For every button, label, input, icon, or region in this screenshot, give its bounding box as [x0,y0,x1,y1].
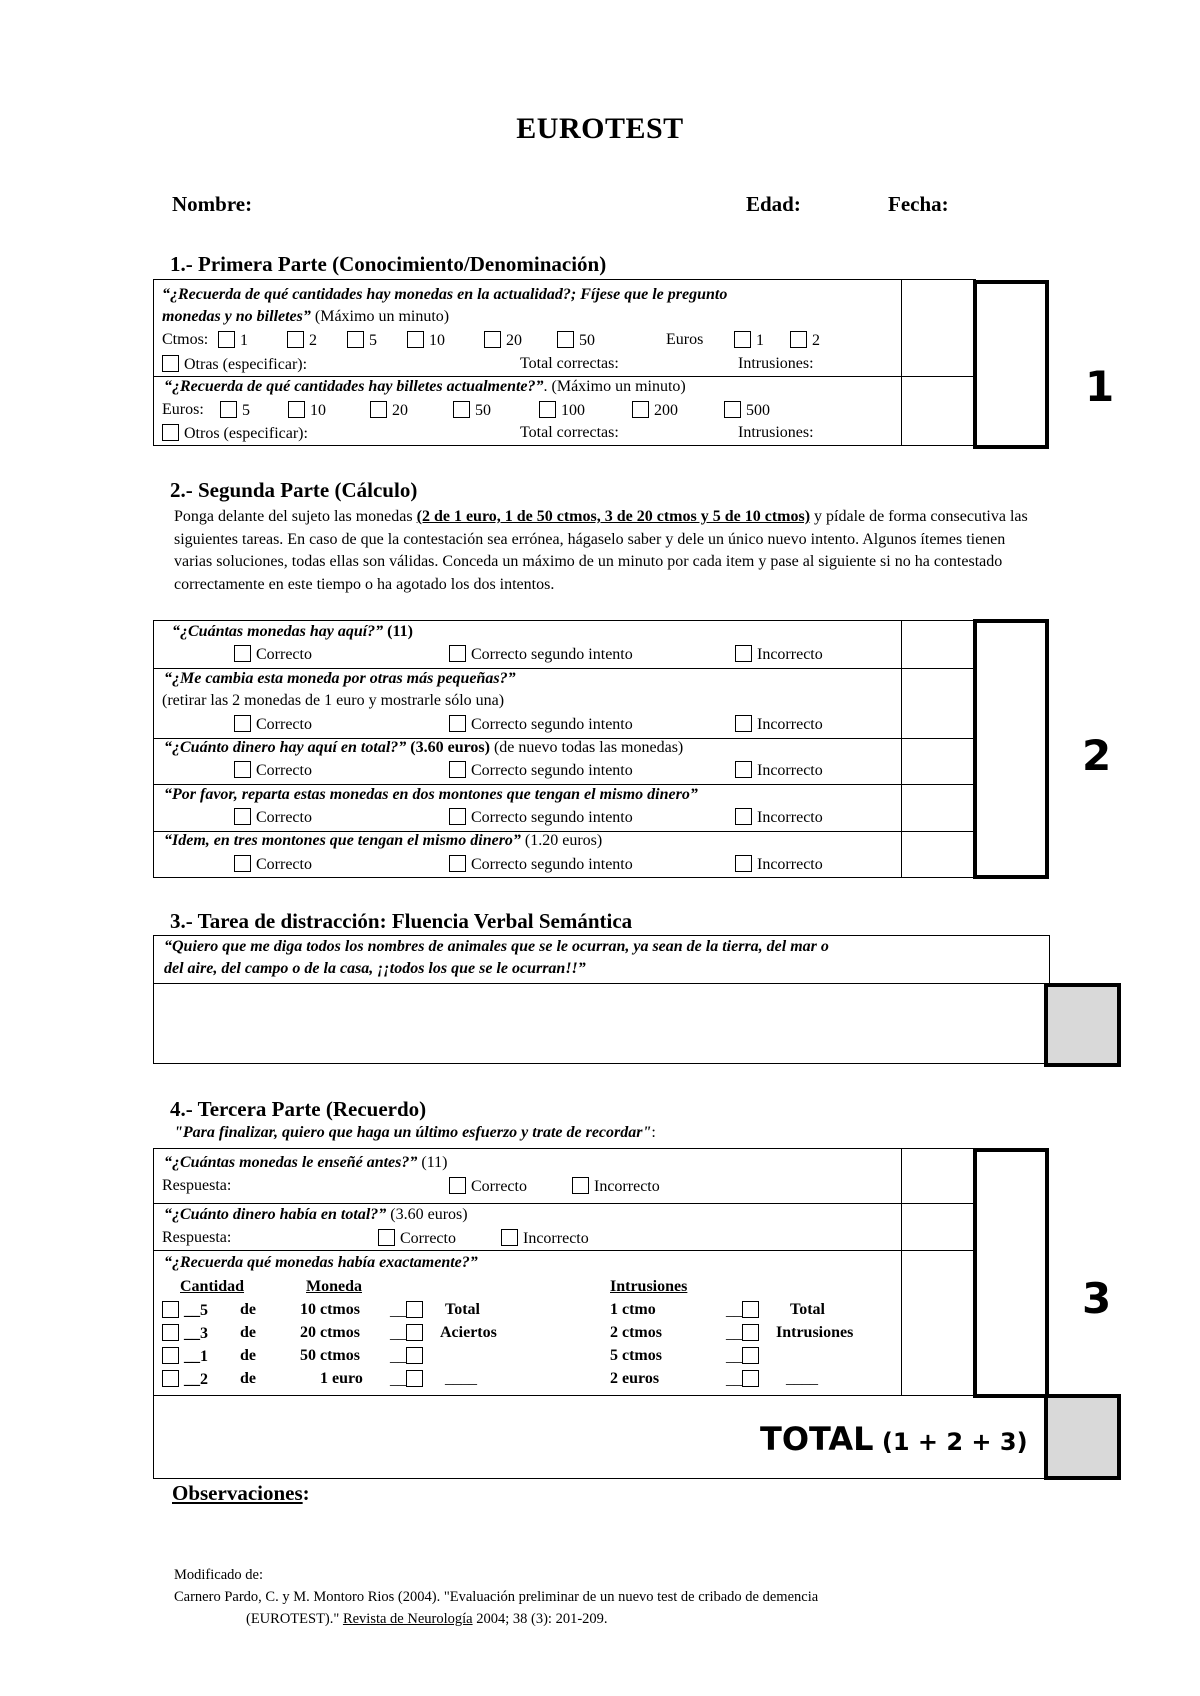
checkbox[interactable] [557,331,574,348]
checkbox[interactable] [735,715,752,732]
bill-option[interactable] [220,401,250,420]
option-label: 200 [654,402,678,419]
coin-option[interactable] [484,331,522,350]
checkbox[interactable] [220,401,237,418]
de-label: de [240,1301,256,1318]
recall-row [162,1301,208,1320]
checkbox[interactable] [406,1370,423,1387]
footer-citation-cont [246,1611,608,1628]
part2-item-5 [164,832,602,850]
part4-question3 [164,1254,478,1272]
option-correct[interactable] [234,855,312,874]
option-label: Correcto [256,646,312,663]
checkbox[interactable] [162,1347,179,1364]
part2-item-3 [164,739,683,757]
total-correct-label: Total correctas: [520,355,619,372]
footer-citation: Carnero Pardo, C. y M. Montoro Rios (2004). "Evaluación preliminar de un nuevo test de cribado de demencia [174,1589,819,1605]
citation-text: (EUROTEST)." [246,1611,343,1627]
column-intrusions: Intrusiones [610,1278,688,1295]
part3-prompt-cont [164,960,586,978]
option-second-attempt[interactable] [449,761,633,780]
question-text: “Idem, en tres montones que tengan el mismo dinero” [164,832,521,849]
question-text: “¿Cuánto dinero había en total?” [164,1206,387,1223]
checkbox[interactable] [449,808,466,825]
checkbox[interactable] [406,1324,423,1341]
answer-value: (3.60 euros) [406,739,490,756]
page-title: EUROTEST [516,112,684,145]
checkbox[interactable] [449,761,466,778]
question-note: (11) [417,1154,448,1171]
checkbox[interactable] [724,401,741,418]
divider [901,1148,902,1396]
option-second-attempt[interactable] [449,855,633,874]
option-incorrect[interactable] [735,761,823,780]
total-intrusions-label: Total [790,1301,825,1318]
recall-row [162,1347,208,1366]
option-incorrect[interactable] [735,715,823,734]
option-correct[interactable] [234,808,312,827]
observations-colon: : [302,1481,310,1505]
intrusion-label: 5 ctmos [610,1347,662,1364]
checkbox[interactable] [449,645,466,662]
coin-option[interactable] [557,331,595,350]
option-label: 10 [310,402,326,419]
option-label: Incorrecto [757,646,823,663]
question-text: “¿Me cambia esta moneda por otras más pequeñas?” [164,670,516,687]
checkbox[interactable] [735,808,752,825]
de-label: de [240,1347,256,1364]
score-box-2[interactable] [973,619,1049,879]
option-label: Correcto segundo intento [471,809,633,826]
total-hits-label: Total [445,1301,480,1318]
option-second-attempt[interactable] [449,645,633,664]
grand-total-score-box[interactable] [1044,1394,1121,1480]
others-bills-option[interactable] [162,424,308,443]
option-incorrect[interactable] [735,645,823,664]
observations-text: Observaciones [172,1481,303,1505]
part4-question2 [164,1206,468,1224]
section-number-2: 2 [1082,731,1112,780]
option-correct[interactable] [378,1229,456,1248]
item-note: (1.20 euros) [520,832,603,849]
option-incorrect[interactable] [501,1229,589,1248]
divider [901,620,902,878]
part2-item-1 [172,623,413,641]
option-second-attempt[interactable] [449,715,633,734]
total-hits-label: Aciertos [440,1324,497,1341]
checkbox[interactable] [735,855,752,872]
coin-option[interactable] [734,331,764,350]
checkbox[interactable] [735,645,752,662]
name-label: Nombre: [172,192,253,216]
checkbox[interactable] [742,1301,759,1318]
journal-name: Revista de Neurología [342,1611,473,1627]
bill-option[interactable] [453,401,491,420]
coin-option[interactable] [218,331,248,350]
coins-list: (2 de 1 euro, 1 de 50 ctmos, 3 de 20 ctmos y 5 de 10 ctmos) [416,508,811,525]
option-correct[interactable] [234,645,312,664]
checkbox[interactable] [370,401,387,418]
checkbox[interactable] [406,1301,423,1318]
citation-text: 2004; 38 (3): 201-209. [472,1611,608,1627]
item-note: (retirar las 2 monedas de 1 euro y mostrarle sólo una) [162,692,505,709]
bills-label: Euros: [162,401,204,418]
part2-heading: 2.- Segunda Parte (Cálculo) [170,478,418,502]
checkbox[interactable] [234,855,251,872]
checkbox[interactable] [378,1229,395,1246]
question-text: “Por favor, reparta estas monedas en dos montones que tengan el mismo dinero” [164,786,698,803]
observations-label [172,1481,310,1506]
option-label: 20 [392,402,408,419]
intrusions-label: Intrusiones: [738,424,814,441]
question-text: “¿Recuerda de qué cantidades hay billetes actualmente?” [164,378,544,395]
coin-label: 20 ctmos [300,1324,360,1341]
option-label: 2 [309,332,317,349]
checkbox[interactable] [449,855,466,872]
checkbox[interactable] [234,761,251,778]
others-coins-option[interactable] [162,355,307,374]
option-label: Correcto [256,856,312,873]
checkbox[interactable] [742,1347,759,1364]
quantity: __3 [184,1325,208,1342]
option-label: Correcto segundo intento [471,646,633,663]
question-text: “¿Cuántas monedas le enseñé antes?” [164,1154,418,1171]
footer-modified: Modificado de: [174,1567,263,1583]
option-label: Otros (especificar): [184,425,308,442]
option-label: Incorrecto [523,1230,589,1247]
total-intrusions-label: Intrusiones [776,1324,854,1341]
checkbox[interactable] [288,401,305,418]
checkbox[interactable] [501,1229,518,1246]
checkbox[interactable] [218,331,235,348]
part2-item-4 [164,786,698,804]
part1-question1-cont [162,308,449,326]
coin-check[interactable]: __ [390,1370,428,1389]
question-text: del aire, del campo o de la casa, ¡¡todos los que se le ocurran!!” [164,960,586,977]
euros-label: Euros [666,331,704,348]
checkbox[interactable] [742,1324,759,1341]
option-correct[interactable] [449,1177,527,1196]
coin-label: 1 euro [320,1370,363,1387]
quantity: __2 [184,1371,208,1388]
option-label: Correcto [256,762,312,779]
total-label: TOTAL [760,1420,874,1458]
checkbox[interactable] [632,401,649,418]
option-incorrect[interactable] [735,808,823,827]
checkbox[interactable] [234,808,251,825]
grand-total-label [760,1420,1028,1458]
part4-question1 [164,1154,447,1172]
checkbox[interactable] [572,1177,589,1194]
de-label: de [240,1324,256,1341]
option-label: Incorrecto [757,762,823,779]
option-label: 20 [506,332,522,349]
intrusion-label: 2 euros [610,1370,660,1387]
divider [153,668,976,669]
checkbox[interactable] [539,401,556,418]
option-label: Correcto [400,1230,456,1247]
score-box-1[interactable] [973,280,1049,449]
option-label: Otras (especificar): [184,356,308,373]
option-label: 500 [746,402,770,419]
coin-label: 50 ctmos [300,1347,360,1364]
checkbox[interactable] [162,1301,179,1318]
intrusion-check[interactable]: __ [726,1301,764,1320]
bill-option[interactable] [724,401,770,420]
age-label: Edad: [746,192,801,216]
date-label: Fecha: [888,192,949,216]
divider [153,1250,976,1251]
instructions-text: y pídale de forma consecutiva las siguientes tareas. En caso de que la contestación sea errónea, hágaselo saber y dele un único nuevo intento. Algunos ítemes tienen varias soluciones, todas ellas son válidas. Conceda un máximo de un minuto por cada item y pase al siguiente si no ha contestado correctamente en este tiempo o ha agotado los dos intentos. [174,508,1028,593]
checkbox[interactable] [735,761,752,778]
coin-label: 10 ctmos [300,1301,360,1318]
checkbox[interactable] [234,715,251,732]
option-label: 5 [242,402,250,419]
option-label: 50 [475,402,491,419]
instructions-text: Ponga delante del sujeto las monedas [174,508,417,525]
column-coin: Moneda [306,1278,362,1295]
cents-label: Ctmos: [162,331,209,348]
checkbox[interactable] [449,715,466,732]
coin-option[interactable] [347,331,377,350]
option-label: Correcto [471,1178,527,1195]
question-note: (3.60 euros) [386,1206,468,1223]
intrusion-check[interactable]: __ [726,1370,764,1389]
section-number-1: 1 [1085,362,1115,411]
option-correct[interactable] [234,715,312,734]
checkbox[interactable] [734,331,751,348]
option-label: 2 [812,332,820,349]
question-text: “Quiero que me diga todos los nombres de animales que se le ocurran, ya sean de la tierra, del mar o [164,938,829,955]
option-label: Incorrecto [757,856,823,873]
recall-row [162,1324,208,1343]
coin-option[interactable] [790,331,820,350]
option-label: Incorrecto [757,716,823,733]
part4-intro [174,1124,656,1142]
answer-label: Respuesta: [162,1229,232,1246]
intrusion-check[interactable]: __ [726,1347,764,1366]
checkbox[interactable] [484,331,501,348]
option-incorrect[interactable] [735,855,823,874]
total-formula: (1 + 2 + 3) [873,1428,1028,1456]
checkbox[interactable] [287,331,304,348]
option-second-attempt[interactable] [449,808,633,827]
coin-check[interactable]: __ [390,1324,428,1343]
option-label: Correcto [256,809,312,826]
intrusions-label: Intrusiones: [738,355,814,372]
intrusion-check[interactable]: __ [726,1324,764,1343]
option-label: 10 [429,332,445,349]
question-text: “¿Recuerda de qué cantidades hay monedas en la actualidad?; Fíjese que le pregunto [162,286,728,303]
coin-check[interactable]: __ [390,1347,428,1366]
coin-option[interactable] [287,331,317,350]
answer-value: (11) [383,623,413,640]
checkbox[interactable] [162,355,179,372]
answer-label: Respuesta: [162,1177,232,1194]
checkbox[interactable] [790,331,807,348]
column-quantity: Cantidad [180,1278,245,1295]
checkbox[interactable] [347,331,364,348]
score-box-3[interactable] [973,1148,1049,1398]
checkbox[interactable] [453,401,470,418]
divider [153,784,976,785]
option-label: Correcto [256,716,312,733]
question-text: “¿Cuánto dinero hay aquí en total?” [164,739,407,756]
total-hits-blank[interactable]: ____ [445,1370,477,1387]
question-text: monedas y no billetes” [162,308,311,325]
question-text: “¿Cuántas monedas hay aquí?” [172,623,384,640]
bill-option[interactable] [632,401,678,420]
instruction-text: "Para finalizar, quiero que haga un último esfuerzo y trate de recordar" [174,1124,652,1141]
checkbox[interactable] [742,1370,759,1387]
question-note: . (Máximo un minuto) [543,378,686,395]
divider [153,983,1050,984]
part4-heading: 4.- Tercera Parte (Recuerdo) [170,1097,427,1121]
part2-instructions [174,506,1044,596]
option-label: 50 [579,332,595,349]
checkbox[interactable] [407,331,424,348]
recall-row [162,1370,208,1389]
instruction-text: : [651,1124,656,1141]
part1-heading: 1.- Primera Parte (Conocimiento/Denominación) [170,252,607,276]
coin-check[interactable]: __ [390,1301,428,1320]
divider [153,1203,976,1204]
option-label: Correcto segundo intento [471,762,633,779]
option-incorrect[interactable] [572,1177,660,1196]
coin-option[interactable] [407,331,445,350]
quantity: __1 [184,1348,208,1365]
quantity: __5 [184,1302,208,1319]
option-label: 100 [561,402,585,419]
item-note: (de nuevo todas las monedas) [489,739,684,756]
part2-item-2 [164,670,516,688]
option-label: 5 [369,332,377,349]
checkbox[interactable] [162,424,179,441]
bill-option[interactable] [288,401,326,420]
question-text: “¿Recuerda qué monedas había exactamente?” [164,1254,478,1271]
de-label: de [240,1370,256,1387]
option-label: Correcto segundo intento [471,716,633,733]
animals-answer-area[interactable] [162,990,1042,1060]
score-box-fluency[interactable] [1044,983,1121,1067]
total-correct-label: Total correctas: [520,424,619,441]
option-label: Correcto segundo intento [471,856,633,873]
intrusion-label: 1 ctmo [610,1301,656,1318]
part1-question2 [164,378,686,396]
checkbox[interactable] [449,1177,466,1194]
question-note: (Máximo un minuto) [310,308,450,325]
part3-heading: 3.- Tarea de distracción: Fluencia Verbal Semántica [170,909,633,933]
checkbox[interactable] [162,1370,179,1387]
checkbox[interactable] [406,1347,423,1364]
part3-prompt [164,938,829,956]
option-label: Incorrecto [757,809,823,826]
intrusion-label: 2 ctmos [610,1324,662,1341]
bill-option[interactable] [370,401,408,420]
divider [901,279,902,446]
part4-table [153,1148,976,1396]
checkbox[interactable] [234,645,251,662]
section-number-3: 3 [1082,1274,1112,1323]
option-label: 1 [240,332,248,349]
divider [153,376,976,377]
option-label: Incorrecto [594,1178,660,1195]
option-correct[interactable] [234,761,312,780]
checkbox[interactable] [162,1324,179,1341]
total-intrusions-blank[interactable]: ____ [786,1370,818,1387]
option-label: 1 [756,332,764,349]
part1-question1 [162,286,727,304]
bill-option[interactable] [539,401,585,420]
